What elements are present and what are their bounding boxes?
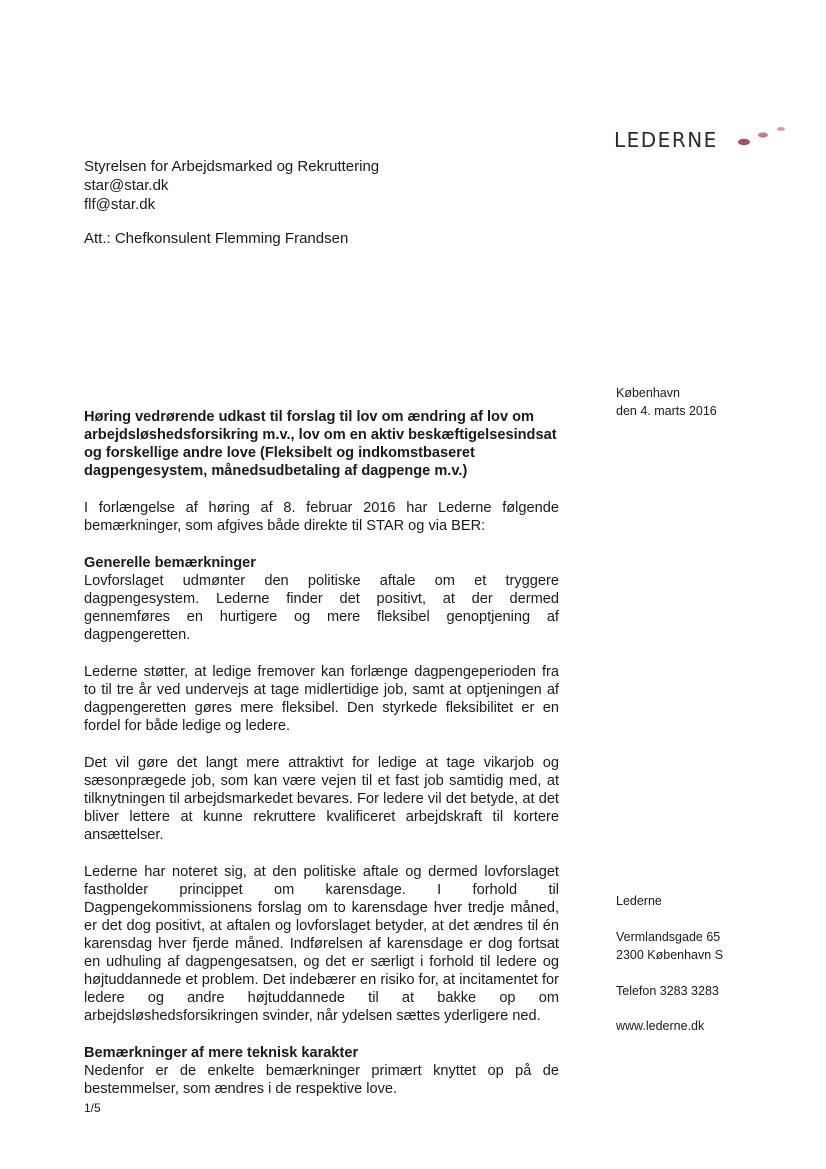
section-heading: Bemærkninger af mere teknisk karakter [84, 1045, 359, 1061]
recipient-address [84, 157, 379, 214]
intro-paragraph: I forlængelse af høring af 8. februar 2016 har Lederne følgende bemærkninger, som afgives både direkte til STAR og via BER: [84, 500, 559, 534]
footer-phone: Telefon 3283 3283 [616, 984, 719, 998]
footer-website[interactable]: www.lederne.dk [616, 1019, 705, 1033]
city: København [616, 386, 680, 400]
paragraph: Lederne støtter, at ledige fremover kan forlænge dagpengeperioden fra to til tre år ved undervejs at tage midlertidige job, samt at optjeningen af dagpengeretten gøres mere fleksibel. Den styrkede fleksibilitet er en fordel for både ledige og ledere. [84, 664, 559, 734]
section-heading: Generelle bemærkninger [84, 555, 256, 571]
recipient-org: Styrelsen for Arbejdsmarked og Rekruttering [84, 158, 380, 175]
footer-postal: 2300 København S [616, 948, 724, 962]
date: den 4. marts 2016 [616, 404, 717, 418]
letter-body [84, 408, 559, 1117]
page-number: 1/5 [84, 1101, 101, 1115]
section-general [84, 554, 559, 1025]
footer-org: Lederne [616, 894, 662, 908]
attention-line: Att.: Chefkonsulent Flemming Frandsen [84, 230, 349, 247]
footer-street: Vermlandsgade 65 [616, 930, 721, 944]
recipient-email-2[interactable]: flf@star.dk [84, 196, 156, 213]
paragraph: Nedenfor er de enkelte bemærkninger primært knyttet op på de bestemmelser, som ændres i de respektive love. [84, 1063, 559, 1097]
place-date [616, 384, 717, 420]
recipient-email-1[interactable]: star@star.dk [84, 177, 169, 194]
paragraph: Lovforslaget udmønter den politiske aftale om et tryggere dagpengesystem. Lederne finder det positivt, at der dermed gennemføres en hurtigere og mere fleksibel genoptjening af dagpengeretten. [84, 573, 559, 643]
footer-address [616, 928, 723, 964]
paragraph: Lederne har noteret sig, at den politiske aftale og dermed lovforslaget fastholder princippet om karensdage. I forhold til Dagpengekommissionens forslag om to karensdage hver tredje måned, er det dog positivt, at aftalen og lovforslaget betyder, at det ændres til én karensdag hver fjerde måned. Indførelsen af karensdage er dog fortsat en udhuling af dagpengesatsen, og det er særligt i forhold til ledere og højtuddannede et problem. Det indebærer en risiko for, at incitamentet for ledere og andre højtuddannede til at bakke op om arbejdsløshedsforsikringen svinder, når ydelsen sættes yderligere ned. [84, 864, 559, 1024]
lederne-logo [614, 124, 794, 154]
logo-dots-icon [736, 124, 796, 154]
logo-text: LEDERNE [614, 128, 718, 152]
paragraph: Det vil gøre det langt mere attraktivt for ledige at tage vikarjob og sæsonprægede job, som kan være vejen til et fast job samtidig med, at tilknytningen til arbejdsmarkedet bevares. For ledere vil det betyde, at det bliver lettere at kunne rekruttere kvalificeret arbejdskraft til kortere ansættelser. [84, 755, 559, 843]
section-technical [84, 1044, 559, 1098]
letter-title: Høring vedrørende udkast til forslag til lov om ændring af lov om arbejdsløshedsforsikring m.v., lov om en aktiv beskæftigelsesindsat og forskellige andre love (Fleksibelt og indkomstbaseret dagpengesystem, månedsudbetaling af dagpenge m.v.) [84, 409, 557, 479]
